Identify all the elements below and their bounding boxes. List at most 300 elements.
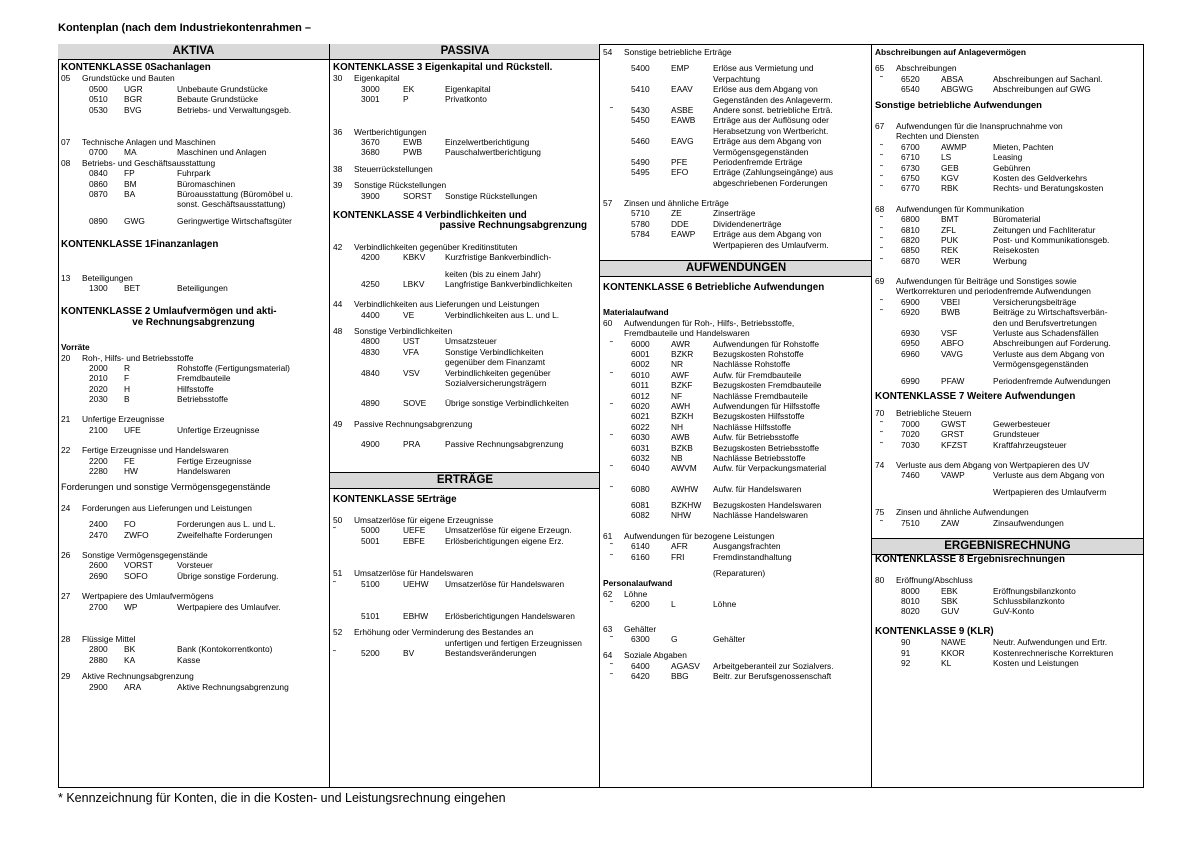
account-number: 3900 xyxy=(361,190,380,201)
account-row xyxy=(603,349,869,359)
spacer xyxy=(333,232,597,242)
account-number: 7000 xyxy=(901,418,920,429)
group-label: Erhöhung oder Verminderung des Bestandes an xyxy=(354,627,534,638)
account-name: Erträge aus dem Abgang von xyxy=(713,229,822,240)
account-number: 5100 xyxy=(361,578,380,589)
klr-marker: ˜ xyxy=(880,162,883,173)
account-name: den und Berufsvertretungen xyxy=(993,317,1097,328)
account-row xyxy=(333,269,597,279)
account-abbreviation: BK xyxy=(124,644,136,655)
klr-marker: ˜ xyxy=(880,172,883,183)
account-name: Aufw. für Verpackungsmaterial xyxy=(713,463,827,474)
account-name: Hilfsstoffe xyxy=(177,383,214,394)
group-number: 20 xyxy=(61,352,71,363)
account-row xyxy=(875,359,1140,369)
account-abbreviation: BZKHW xyxy=(671,500,702,511)
group-label: Steuerrückstellungen xyxy=(354,163,433,174)
account-abbreviation: BMT xyxy=(941,214,959,225)
account-name: abgeschriebenen Forderungen xyxy=(713,177,828,188)
account-name: Abschreibungen auf GWG xyxy=(993,84,1091,95)
account-group-row xyxy=(603,589,869,599)
account-row xyxy=(333,525,597,535)
spacer xyxy=(61,115,326,137)
account-name: Sozialversicherungsträgern xyxy=(445,378,547,389)
group-number: 65 xyxy=(875,63,885,74)
account-name: Bezugskosten Handelswaren xyxy=(713,500,822,511)
account-row xyxy=(603,380,869,390)
account-abbreviation: ZWFO xyxy=(124,529,149,540)
group-label: Sonstige Vermögensgegenstände xyxy=(82,549,208,560)
spacer xyxy=(875,497,1140,507)
account-number: 0510 xyxy=(89,94,108,105)
account-row xyxy=(603,500,869,510)
account-abbreviation: BZKH xyxy=(671,411,694,422)
column-aufwendungen-ergebnis xyxy=(871,44,1143,787)
account-row xyxy=(875,84,1140,94)
group-number: 67 xyxy=(875,120,885,131)
account-abbreviation: FRI xyxy=(671,551,685,562)
account-number: 4890 xyxy=(361,398,380,409)
account-row xyxy=(603,634,869,644)
klr-marker: ˜ xyxy=(333,578,336,589)
account-abbreviation: KFZST xyxy=(941,439,968,450)
account-number: 4900 xyxy=(361,439,380,450)
account-abbreviation: GUV xyxy=(941,606,960,617)
account-number: 6420 xyxy=(631,671,650,682)
group-label: Aufwendungen für Beiträge und Sonstiges sowie xyxy=(896,276,1077,287)
account-abbreviation: H xyxy=(124,383,131,394)
account-number: 4830 xyxy=(361,346,380,357)
account-group-row xyxy=(333,164,597,174)
klr-marker: ˜ xyxy=(880,429,883,440)
account-row xyxy=(875,596,1140,606)
account-row xyxy=(61,602,326,612)
account-number: 5490 xyxy=(631,156,650,167)
account-group-row xyxy=(61,137,326,147)
account-name: Ausgangsfrachten xyxy=(713,541,781,552)
account-row xyxy=(603,208,869,218)
account-name: Zinserträge xyxy=(713,208,756,219)
account-class-heading: KONTENKLASSE 2 Umlaufvermögen und akti- xyxy=(61,306,277,318)
account-name: gegenüber dem Finanzamt xyxy=(445,357,546,368)
account-name: Zinsaufwendungen xyxy=(993,517,1064,528)
account-name: Fremdinstandhaltung xyxy=(713,551,792,562)
account-name: Vermögensgegenständen xyxy=(713,146,809,157)
account-number: 5200 xyxy=(361,648,380,659)
account-abbreviation: ARA xyxy=(124,681,142,692)
group-label: Wertpapiere des Umlaufvermögens xyxy=(82,591,214,602)
account-group-row xyxy=(603,47,869,57)
account-number: 6140 xyxy=(631,541,650,552)
account-number: 6012 xyxy=(631,390,650,401)
account-number: 2280 xyxy=(89,466,108,477)
spacer xyxy=(875,450,1140,460)
klr-marker: ˜ xyxy=(610,463,613,474)
account-row xyxy=(333,252,597,262)
account-abbreviation: RBK xyxy=(941,183,959,194)
group-label: Forderungen aus Lieferungen und Leistungen xyxy=(82,502,252,513)
account-abbreviation: ZE xyxy=(671,208,682,219)
account-name: Aufw. für Betriebsstoffe xyxy=(713,432,799,443)
account-name: Zweifelhafte Forderungen xyxy=(177,529,273,540)
account-number: 6002 xyxy=(631,359,650,370)
account-abbreviation: AWR xyxy=(671,338,691,349)
account-name: Unbebaute Grundstücke xyxy=(177,83,268,94)
spacer xyxy=(333,429,597,439)
account-name: Büromaterial xyxy=(993,214,1041,225)
account-name: Verpachtung xyxy=(713,73,761,84)
spacer xyxy=(333,589,597,611)
account-name: Verluste aus dem Abgang von xyxy=(993,348,1105,359)
account-name: Übrige sonstige Verbindlichkeiten xyxy=(445,398,569,409)
account-row xyxy=(875,429,1140,439)
group-number: 75 xyxy=(875,507,885,518)
account-group-row xyxy=(61,591,326,601)
account-row xyxy=(61,425,326,435)
account-abbreviation: NHW xyxy=(671,510,692,521)
account-abbreviation: VFA xyxy=(403,346,419,357)
group-label: Wertberichtigungen xyxy=(354,126,427,137)
account-name: Rohstoffe (Fertigungsmaterial) xyxy=(177,362,290,373)
account-name: Gegenständen des Anlageverm. xyxy=(713,94,833,105)
group-number: 64 xyxy=(603,650,613,661)
account-number: 8020 xyxy=(901,606,920,617)
account-abbreviation: BBG xyxy=(671,671,689,682)
account-group-row xyxy=(333,627,597,637)
account-row xyxy=(603,463,869,473)
account-abbreviation: EBK xyxy=(941,585,958,596)
account-group-row xyxy=(333,242,597,252)
account-number: 6001 xyxy=(631,349,650,360)
account-number: 5780 xyxy=(631,218,650,229)
account-name: Andere sonst. betriebliche Erträ. xyxy=(713,104,833,115)
account-row xyxy=(333,137,597,147)
account-name: Umsatzerlöse für Handelswaren xyxy=(445,578,565,589)
spacer xyxy=(333,409,597,419)
account-row xyxy=(603,339,869,349)
account-row xyxy=(61,147,326,157)
account-row xyxy=(603,63,869,73)
account-row xyxy=(875,606,1140,616)
subsection-heading: Materialaufwand xyxy=(603,307,669,318)
account-abbreviation: BGR xyxy=(124,94,143,105)
account-number: 6930 xyxy=(901,328,920,339)
account-row xyxy=(603,568,869,578)
account-row xyxy=(875,338,1140,348)
spacer xyxy=(603,293,869,307)
account-number: 6022 xyxy=(631,421,650,432)
account-number: 2010 xyxy=(89,373,108,384)
group-number: 21 xyxy=(61,414,71,425)
klr-marker: ˜ xyxy=(880,141,883,152)
account-abbreviation: VSF xyxy=(941,328,958,339)
account-number: 6750 xyxy=(901,172,920,183)
account-number: 6011 xyxy=(631,380,650,391)
account-name: Geringwertige Wirtschaftsgüter xyxy=(177,215,292,226)
account-name: Grundsteuer xyxy=(993,429,1040,440)
account-group-row xyxy=(875,507,1140,517)
account-number: 6900 xyxy=(901,296,920,307)
account-number: 5710 xyxy=(631,208,650,219)
account-number: 6540 xyxy=(901,84,920,95)
account-number: 2900 xyxy=(89,681,108,692)
account-abbreviation: GWST xyxy=(941,418,967,429)
account-name: Schlussbilanzkonto xyxy=(993,596,1065,607)
account-abbreviation: VAWP xyxy=(941,470,965,481)
account-abbreviation: VBEI xyxy=(941,296,961,307)
account-row xyxy=(603,541,869,551)
group-label: Eröffnung/Abschluss xyxy=(896,575,973,586)
account-row xyxy=(333,310,597,320)
group-label-cont: Rechten und Diensten xyxy=(896,131,979,142)
account-name: Gebühren xyxy=(993,162,1031,173)
account-abbreviation: UEHW xyxy=(403,578,429,589)
account-abbreviation: NB xyxy=(671,452,683,463)
account-name: Herabsetzung von Wertbericht. xyxy=(713,125,829,136)
account-abbreviation: AWF xyxy=(671,369,690,380)
account-abbreviation: UEFE xyxy=(403,525,426,536)
account-name: Neutr. Aufwendungen und Ertr. xyxy=(993,637,1108,648)
subsection-heading: Sonstige betriebliche Aufwendungen xyxy=(875,99,1042,111)
account-name: Vermögensgegenständen xyxy=(993,359,1089,370)
spacer xyxy=(333,546,597,568)
account-name: Büroausstattung (Büromöbel u. xyxy=(177,188,293,199)
account-name: Werbung xyxy=(993,255,1027,266)
account-number: 3680 xyxy=(361,147,380,158)
account-row xyxy=(333,579,597,589)
account-row xyxy=(875,245,1140,255)
account-group-row xyxy=(875,460,1140,470)
account-row xyxy=(603,147,869,157)
account-number: 0530 xyxy=(89,104,108,115)
account-number: 0700 xyxy=(89,147,108,158)
account-row xyxy=(603,453,869,463)
account-abbreviation: BZKF xyxy=(671,380,693,391)
group-number: 54 xyxy=(603,47,613,57)
account-name: Maschinen und Anlagen xyxy=(177,147,267,158)
account-row xyxy=(61,94,326,104)
account-number: 6030 xyxy=(631,432,650,443)
account-number: 6300 xyxy=(631,634,650,645)
account-abbreviation: AWB xyxy=(671,432,690,443)
account-row xyxy=(603,671,869,681)
account-class-heading: KONTENKLASSE 9 (KLR) xyxy=(875,625,994,637)
column-aktiva xyxy=(58,44,329,787)
account-name: Nachlässe Betriebsstoffe xyxy=(713,452,806,463)
account-name: Betriebsstoffe xyxy=(177,394,229,405)
account-number: 6160 xyxy=(631,551,650,562)
account-row xyxy=(603,84,869,94)
account-row xyxy=(603,484,869,494)
account-row xyxy=(875,586,1140,596)
account-row xyxy=(61,199,326,209)
account-abbreviation: ABSA xyxy=(941,73,964,84)
account-row xyxy=(603,411,869,421)
account-name: Betriebs- und Verwaltungsgeb. xyxy=(177,104,292,115)
account-name: Mieten, Pachten xyxy=(993,141,1054,152)
group-number: 63 xyxy=(603,623,613,634)
account-row xyxy=(875,487,1140,497)
account-name: Kurzfristige Bankverbindlich- xyxy=(445,252,552,263)
account-group-row xyxy=(333,180,597,190)
account-row xyxy=(333,398,597,408)
account-abbreviation: SBK xyxy=(941,596,958,607)
group-label: Aufwendungen für bezogene Leistungen xyxy=(624,530,775,541)
account-abbreviation: EAWP xyxy=(671,229,696,240)
account-row xyxy=(603,359,869,369)
spacer xyxy=(875,266,1140,276)
klr-marker: ˜ xyxy=(880,234,883,245)
account-row xyxy=(875,349,1140,359)
account-name: Kraftfahrzeugsteuer xyxy=(993,439,1067,450)
account-number: 2200 xyxy=(89,455,108,466)
account-name: Aufwendungen für Hilfsstoffe xyxy=(713,400,820,411)
account-number: 5101 xyxy=(361,610,380,621)
account-name: Abschreibungen auf Forderung. xyxy=(993,338,1111,349)
account-number: 5450 xyxy=(631,115,650,126)
klr-marker: ˜ xyxy=(610,104,613,115)
spacer xyxy=(61,435,326,445)
account-abbreviation: WP xyxy=(124,601,138,612)
klr-marker: ˜ xyxy=(880,439,883,450)
account-number: 7510 xyxy=(901,517,920,528)
account-group-row xyxy=(333,127,597,137)
account-abbreviation: KBKV xyxy=(403,252,426,263)
account-name: Erträge aus der Auflösung oder xyxy=(713,115,829,126)
account-class-heading: KONTENKLASSE 6 Betriebliche Aufwendungen xyxy=(603,282,825,294)
group-label: Aufwendungen für die Inanspruchnahme von xyxy=(896,120,1063,131)
account-number: 7020 xyxy=(901,429,920,440)
account-number: 6000 xyxy=(631,338,650,349)
account-row xyxy=(333,378,597,388)
account-number: 6820 xyxy=(901,234,920,245)
account-number: 6950 xyxy=(901,338,920,349)
group-number: 22 xyxy=(61,445,71,456)
account-row xyxy=(333,84,597,94)
account-number: 1300 xyxy=(89,282,108,293)
account-number: 6850 xyxy=(901,245,920,256)
account-row xyxy=(603,167,869,177)
account-name: Sonstige Rückstellungen xyxy=(445,190,538,201)
account-row xyxy=(603,74,869,84)
account-name: Erlöse aus Vermietung und xyxy=(713,63,814,74)
account-abbreviation: LBKV xyxy=(403,278,425,289)
klr-marker: ˜ xyxy=(880,296,883,307)
klr-marker: ˜ xyxy=(610,338,613,349)
account-name: Aufw. für Handelswaren xyxy=(713,483,802,494)
account-abbreviation: B xyxy=(124,394,130,405)
account-name: Nachlässe Handelswaren xyxy=(713,510,808,521)
account-row xyxy=(875,518,1140,528)
group-label: Beteiligungen xyxy=(82,272,133,283)
account-row xyxy=(875,74,1140,84)
account-name: Umsatzerlöse für eigene Erzeugn. xyxy=(445,525,572,536)
account-name: Aufwendungen für Rohstoffe xyxy=(713,338,820,349)
account-name: Beitr. zur Berufsgenossenschaft xyxy=(713,671,832,682)
account-row xyxy=(875,173,1140,183)
group-number: 07 xyxy=(61,136,71,147)
klr-marker: ˜ xyxy=(610,671,613,682)
account-name: Fremdbauteile xyxy=(177,373,231,384)
column-body xyxy=(872,44,1143,668)
account-number: 6710 xyxy=(901,152,920,163)
group-label: Zinsen und ähnliche Aufwendungen xyxy=(896,507,1029,518)
account-group-row xyxy=(61,445,326,455)
account-number: 8000 xyxy=(901,585,920,596)
klr-marker: ˜ xyxy=(880,418,883,429)
account-name: Kosten des Geldverkehrs xyxy=(993,172,1088,183)
account-number: 90 xyxy=(901,637,911,648)
account-name: Reisekosten xyxy=(993,245,1040,256)
account-name: Löhne xyxy=(713,599,737,610)
section-header-aktiva: AKTIVA xyxy=(58,44,329,60)
account-row xyxy=(875,163,1140,173)
account-number: 5430 xyxy=(631,104,650,115)
account-abbreviation: FE xyxy=(124,455,135,466)
group-number: 50 xyxy=(333,515,343,525)
group-label: Verbindlichkeiten aus Lieferungen und Leistungen xyxy=(354,299,540,310)
account-row xyxy=(603,422,869,432)
account-name: Leasing xyxy=(993,152,1023,163)
group-number: 69 xyxy=(875,276,885,287)
account-number: 3670 xyxy=(361,136,380,147)
account-row xyxy=(875,225,1140,235)
account-group-row xyxy=(61,353,326,363)
klr-marker: ˜ xyxy=(880,73,883,84)
account-number: 6031 xyxy=(631,442,650,453)
group-label: Umsatzerlöse für eigene Erzeugnisse xyxy=(354,515,494,525)
section-header-ergebnis: ERGEBNISRECHNUNG xyxy=(872,538,1143,555)
subsection-heading: Personalaufwand xyxy=(603,578,673,589)
account-row xyxy=(875,648,1140,658)
account-group-row xyxy=(603,624,869,634)
account-number: 2100 xyxy=(89,424,108,435)
account-group-row xyxy=(333,419,597,429)
account-name: Wertpapiere des Umlaufver. xyxy=(177,601,281,612)
account-abbreviation: SOFO xyxy=(124,570,148,581)
account-row xyxy=(333,147,597,157)
account-abbreviation: F xyxy=(124,373,130,384)
account-group-row xyxy=(875,204,1140,214)
group-number: 49 xyxy=(333,418,343,429)
account-row xyxy=(333,347,597,357)
account-row xyxy=(333,357,597,367)
account-row xyxy=(603,370,869,380)
account-abbreviation: ASBE xyxy=(671,104,694,115)
account-number: 8010 xyxy=(901,596,920,607)
account-abbreviation: PFAW xyxy=(941,375,965,386)
account-row xyxy=(603,157,869,167)
account-name: Handelswaren xyxy=(177,466,231,477)
column-body xyxy=(330,60,600,659)
account-name: Verbindlichkeiten gegenüber xyxy=(445,367,551,378)
spacer xyxy=(61,404,326,414)
account-number: 5001 xyxy=(361,535,380,546)
account-abbreviation: VORST xyxy=(124,560,153,571)
account-abbreviation: BM xyxy=(124,178,137,189)
group-number: 70 xyxy=(875,408,885,419)
account-name: Langfristige Bankverbindlichkeiten xyxy=(445,278,573,289)
account-abbreviation: MA xyxy=(124,147,137,158)
spacer xyxy=(875,111,1140,121)
account-number: 6021 xyxy=(631,411,650,422)
account-name: Aufw. für Fremdbauteile xyxy=(713,369,802,380)
subsection-heading: Forderungen und sonstige Vermögensgegenstände xyxy=(61,482,271,493)
account-name: Kostenrechnerische Korrekturen xyxy=(993,647,1114,658)
account-row xyxy=(61,179,326,189)
account-number: 0870 xyxy=(89,188,108,199)
account-row xyxy=(333,279,597,289)
